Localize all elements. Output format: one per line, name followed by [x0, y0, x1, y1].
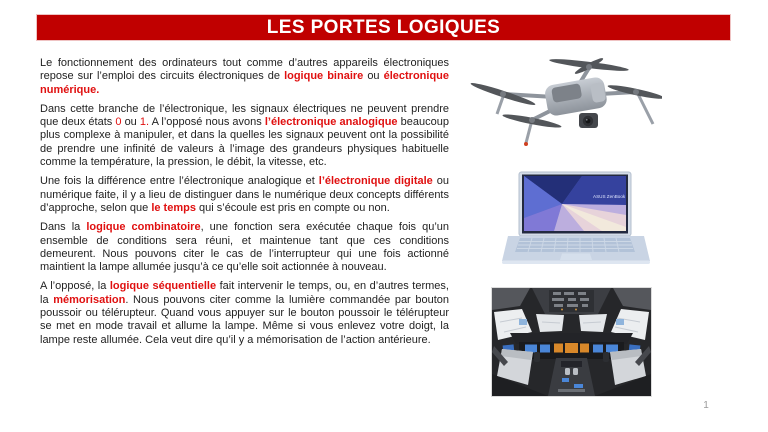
text-run: Le fonctionnement des ordinateurs tout comme d’autres appareils électroniques repose sur l’emploi des circuits électroniques de	[40, 57, 449, 83]
text-run: A l’opposé nous avons	[149, 116, 265, 129]
paragraph-3	[40, 175, 449, 215]
text-run: 0	[115, 116, 122, 129]
text-run: Dans la	[40, 221, 87, 234]
laptop-image	[502, 171, 650, 269]
text-run: logique séquentielle	[109, 280, 217, 293]
text-run: ou numérique faite, il y a lieu de distinguer dans le numérique deux concepts différents d’approche, selon que	[40, 175, 450, 214]
text-run: électronique numérique.	[40, 70, 449, 96]
text-run: l’électronique analogique	[264, 116, 398, 129]
text-run: A l’opposé, la	[40, 280, 110, 293]
text-run: l’électronique digitale	[318, 175, 433, 188]
paragraph-1	[40, 57, 449, 97]
body-text	[40, 57, 449, 353]
text-run: Dans cette branche de l’électronique, les signaux électriques ne peuvent prendre que deux états	[40, 102, 449, 129]
paragraph-2	[40, 103, 449, 169]
text-run: logique binaire	[284, 70, 364, 83]
laptop-screen-brand-text: ASUS ZenBook	[593, 194, 626, 199]
cockpit-image	[491, 287, 652, 397]
text-run: ou	[121, 116, 140, 129]
drone-image	[466, 52, 662, 154]
text-run: , une fonction sera exécutée chaque fois qu’un ensemble de conditions sera réuni, et maintenue tant que ces conditions demeurent. Nous pouvons citer le cas de l’interrupteur qui une fois actionné maintient la lampe allumée jusqu’à ce qu’elle soit actionnée à nouveau.	[40, 221, 450, 274]
paragraph-4	[40, 221, 449, 274]
text-run: le temps	[151, 201, 196, 214]
page-number: 1	[703, 400, 709, 411]
text-run: beaucoup plus complexe à manipuler, et dans la quelles les signaux peuvent ont la possibilité de prendre une infinité de valeurs à l’image des grandeurs physiques habituelle comme la température, la pression, le débit, la vitesse, etc.	[40, 116, 449, 169]
text-run: ou	[363, 70, 384, 83]
text-run: . Nous pouvons citer comme la lumière commandée par bouton poussoir ou télérupteur. Quand vous appuyer sur le bouton poussoir le télérupteur se met en mode travail et allume la lampe. Même si vous enlevez votre doigt, la lampe reste allumée. Cela veut dire qu’il y a mémorisation de l’action antérieure.	[40, 293, 450, 346]
text-run: 1.	[139, 116, 150, 129]
title-banner	[36, 14, 731, 41]
text-run: logique combinatoire	[86, 221, 201, 234]
text-run: mémorisation	[53, 293, 126, 306]
text-run: fait intervenir le temps, ou, en d’autres termes, la	[40, 280, 449, 306]
text-run: qui s’écoule est pris en compte ou non.	[195, 201, 390, 214]
paragraph-5	[40, 280, 449, 346]
page-title: LES PORTES LOGIQUES	[266, 17, 501, 38]
text-run: Une fois la différence entre l’électronique analogique et	[40, 175, 319, 188]
